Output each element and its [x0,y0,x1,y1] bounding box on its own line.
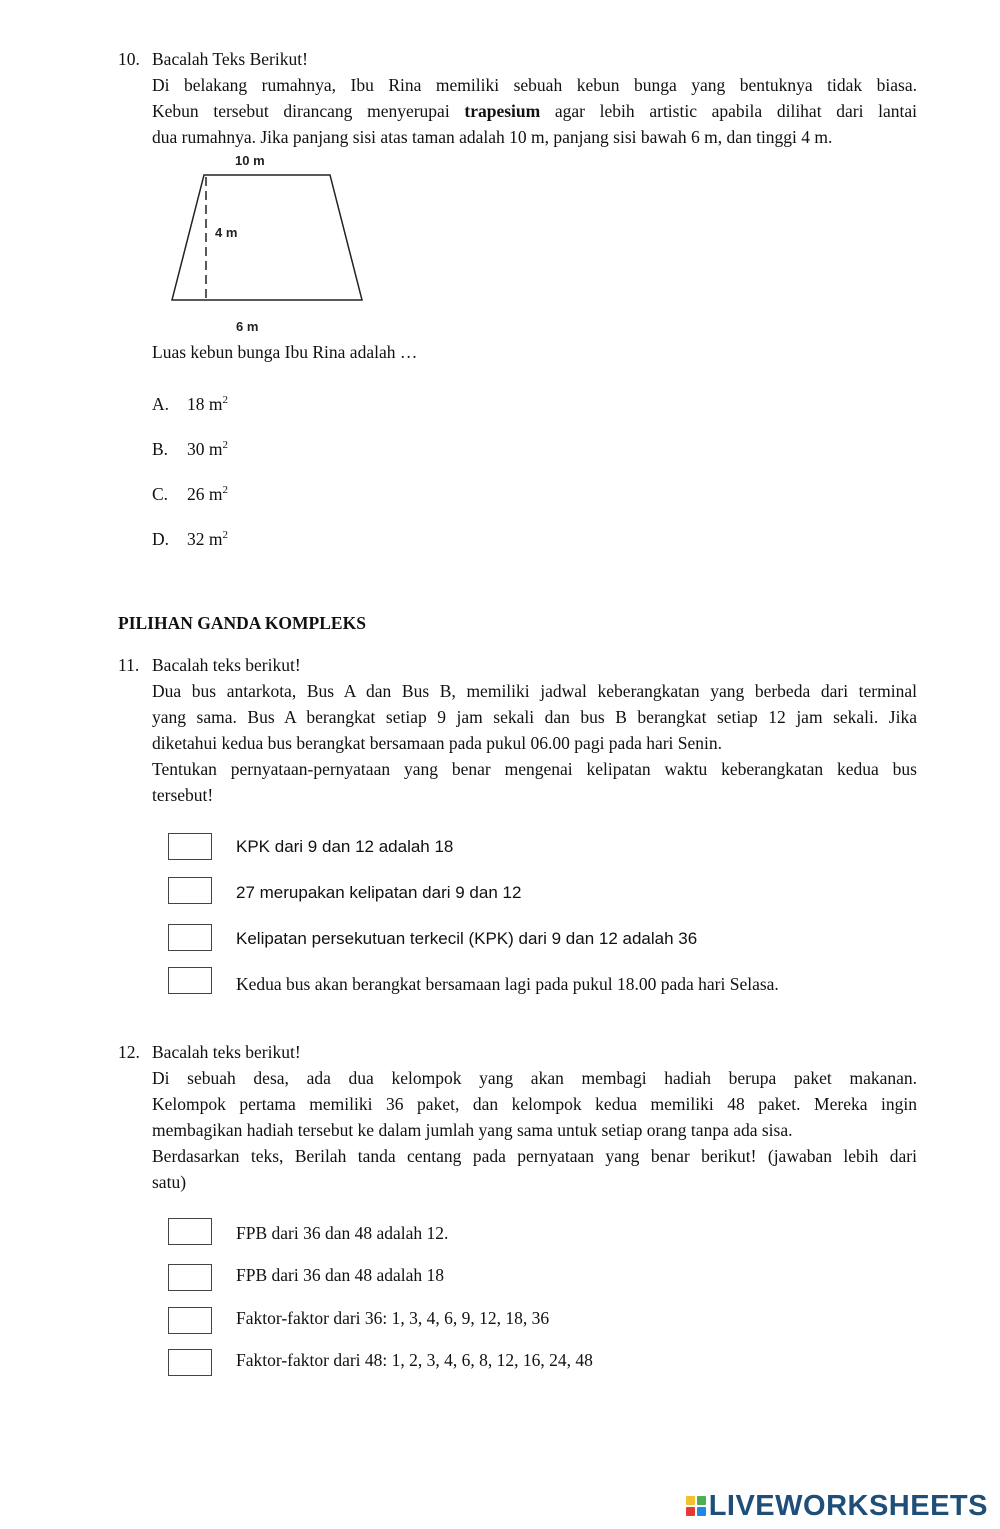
option-exponent: 2 [222,529,228,541]
q11-title: Bacalah teks berikut! [152,655,301,675]
option-letter: C. [152,484,169,504]
q12-line: satu) [152,1172,187,1192]
q12-checkbox-3[interactable] [168,1307,212,1334]
diagram-height-label: 4 m [215,225,238,240]
q11-statement-4: Kedua bus akan berangkat bersamaan lagi pada pukul 18.00 pada hari Selasa. [236,974,779,994]
q12-line: Berdasarkan teks, Berilah tanda centang pada pernyataan yang benar berikut! (jawaban lebih dari [152,1146,917,1166]
logo-square-green [697,1496,706,1505]
section-heading: PILIHAN GANDA KOMPLEKS [118,613,366,633]
q11-statement-3: Kelipatan persekutuan terkecil (KPK) dari 9 dan 12 adalah 36 [236,929,698,948]
logo-text: LIVEWORKSHEETS [708,1489,988,1522]
q12-statement-2: FPB dari 36 dan 48 adalah 18 [236,1265,445,1285]
logo-square-blue [697,1507,706,1516]
trapezoid-shape [172,175,362,300]
q11-statement-1: KPK dari 9 dan 12 adalah 18 [236,837,454,856]
option-value: 32 m [187,529,223,549]
q12-line: Di sebuah desa, ada dua kelompok yang akan membagi hadiah berupa paket makanan. [152,1068,917,1088]
q12-title: Bacalah teks berikut! [152,1042,301,1062]
option-exponent: 2 [222,439,228,451]
q10-option-d[interactable] [152,526,228,552]
option-letter: D. [152,529,170,549]
q11-line: Tentukan pernyataan-pernyataan yang benar mengenai kelipatan waktu keberangkatan kedua bus [152,759,917,779]
q11-statement-2: 27 merupakan kelipatan dari 9 dan 12 [236,883,522,902]
q11-checkbox-3[interactable] [168,924,212,951]
q11-line: tersebut! [152,785,214,805]
diagram-bottom-label: 6 m [236,319,259,334]
q11-line: Dua bus antarkota, Bus A dan Bus B, memiliki jadwal keberangkatan yang berbeda dari terminal [152,681,917,701]
q10-paragraph-line2 [152,98,917,124]
q11-number: 11. [118,655,140,675]
diagram-top-label: 10 m [235,153,265,168]
option-exponent: 2 [222,394,228,406]
option-letter: B. [152,439,169,459]
option-value: 18 m [187,394,223,414]
liveworksheets-logo [686,1488,988,1524]
option-value: 26 m [187,484,223,504]
q10-option-b[interactable] [152,436,228,462]
q11-checkbox-1[interactable] [168,833,212,860]
trapezoid-diagram [160,148,380,338]
option-letter: A. [152,394,170,414]
q12-statement-1: FPB dari 36 dan 48 adalah 12. [236,1223,449,1243]
q12-statement-4: Faktor-faktor dari 48: 1, 2, 3, 4, 6, 8, 12, 16, 24, 48 [236,1350,593,1370]
q10-keyword-trapesium: trapesium [464,101,541,121]
q10-question: Luas kebun bunga Ibu Rina adalah … [152,342,418,362]
q12-line: membagikan hadiah tersebut ke dalam jumlah yang sama untuk setiap orang tanpa ada sisa. [152,1120,793,1140]
option-value: 30 m [187,439,223,459]
q12-line: Kelompok pertama memiliki 36 paket, dan kelompok kedua memiliki 48 paket. Mereka ingin [152,1094,917,1114]
q10-number: 10. [118,49,140,69]
q10-title: Bacalah Teks Berikut! [152,49,308,69]
q12-checkbox-4[interactable] [168,1349,212,1376]
q11-checkbox-4[interactable] [168,967,212,994]
logo-square-red [686,1507,695,1516]
logo-grid-icon [686,1496,706,1516]
q10-paragraph-line3: dua rumahnya. Jika panjang sisi atas taman adalah 10 m, panjang sisi bawah 6 m, dan tinggi 4 m. [152,127,833,147]
q11-checkbox-2[interactable] [168,877,212,904]
logo-square-yellow [686,1496,695,1505]
q12-checkbox-2[interactable] [168,1264,212,1291]
q12-number: 12. [118,1042,140,1062]
q10-paragraph-line1: Di belakang rumahnya, Ibu Rina memiliki sebuah kebun bunga yang bentuknya tidak biasa. [152,75,917,95]
option-exponent: 2 [222,484,228,496]
q10-paragraph-line2-after: agar lebih artistic apabila dilihat dari lantai [540,101,918,121]
q12-checkbox-1[interactable] [168,1218,212,1245]
q10-option-c[interactable] [152,481,228,507]
q10-paragraph-line2-before: Kebun tersebut dirancang menyerupai [152,101,465,121]
q12-statement-3: Faktor-faktor dari 36: 1, 3, 4, 6, 9, 12, 18, 36 [236,1308,550,1328]
q11-line: diketahui kedua bus berangkat bersamaan pada pukul 06.00 pagi pada hari Senin. [152,733,723,753]
q11-line: yang sama. Bus A berangkat setiap 9 jam sekali dan bus B berangkat setiap 12 jam sekali. Jika [152,707,917,727]
q10-option-a[interactable] [152,391,228,417]
